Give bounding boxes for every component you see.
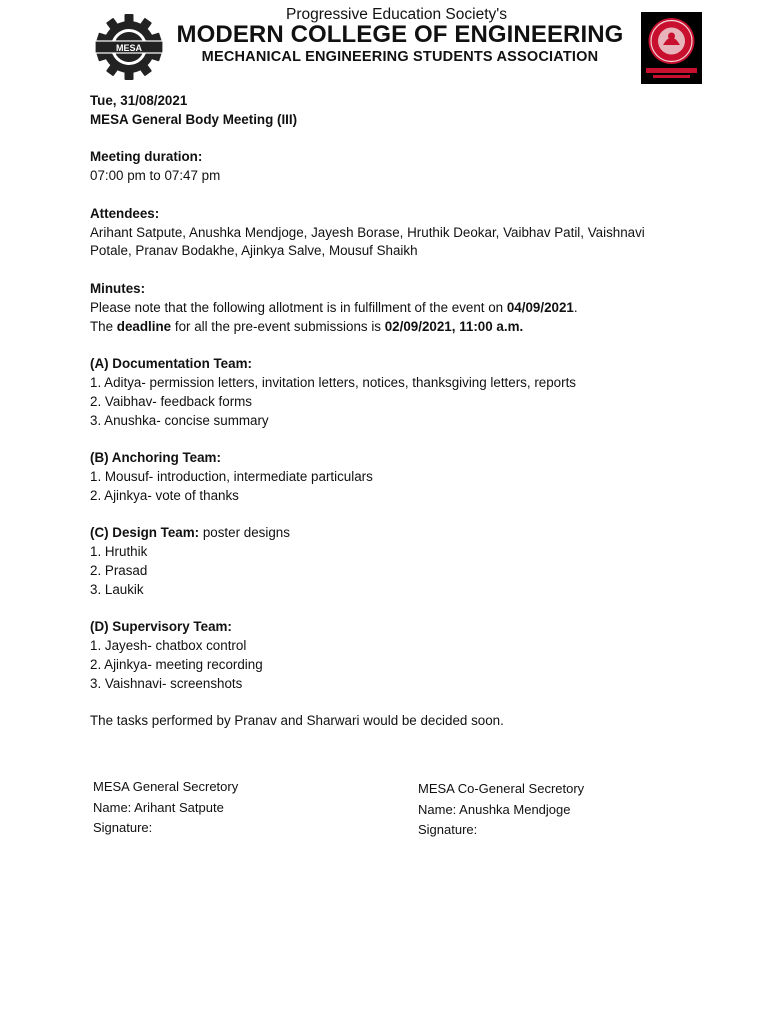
signature-block-co-general-secretary bbox=[418, 779, 584, 841]
signature-name: Name: Anushka Mendjoge bbox=[418, 801, 571, 817]
college-seal-logo bbox=[641, 12, 702, 84]
event-note-text: Please note that the following allotment is in fulfillment of the event on bbox=[90, 299, 507, 315]
list-item: 1. Hruthik bbox=[90, 544, 148, 560]
deadline-value: 02/09/2021, 11:00 a.m. bbox=[384, 318, 524, 334]
signature-line: Signature: bbox=[93, 820, 153, 835]
attendees-line: Arihant Satpute, Anushka Mendjoge, Jayesh Borase, Hruthik Deokar, Vaibhav Patil, Vaishnavi bbox=[90, 224, 645, 240]
duration-value: 07:00 pm to 07:47 pm bbox=[90, 168, 221, 184]
college-name: MODERN COLLEGE OF ENGINEERING bbox=[176, 21, 624, 48]
list-item: 2. Prasad bbox=[90, 562, 148, 578]
list-item: 2. Ajinkya- meeting recording bbox=[90, 656, 263, 672]
list-item: 3. Laukik bbox=[90, 581, 144, 597]
signature-role: MESA General Secretory bbox=[93, 779, 239, 794]
attendees-label: Attendees: bbox=[90, 205, 160, 221]
anchoring-team-label: (B) Anchoring Team: bbox=[90, 450, 221, 466]
meeting-title: MESA General Body Meeting (III) bbox=[90, 111, 298, 127]
list-item: 3. Anushka- concise summary bbox=[90, 412, 269, 428]
signature-name: Name: Arihant Satpute bbox=[93, 799, 224, 815]
deadline-mid: for all the pre-event submissions is bbox=[171, 318, 385, 334]
signature-line: Signature: bbox=[418, 822, 478, 837]
list-item: 1. Aditya- permission letters, invitation letters, notices, thanksgiving letters, reports bbox=[90, 374, 576, 390]
signature-block-general-secretary bbox=[93, 777, 238, 839]
list-item: 2. Ajinkya- vote of thanks bbox=[90, 487, 239, 503]
minutes-document bbox=[90, 92, 690, 731]
minutes-label: Minutes: bbox=[90, 280, 146, 296]
association-name: MECHANICAL ENGINEERING STUDENTS ASSOCIATION bbox=[201, 49, 599, 65]
list-item: 3. Vaishnavi- screenshots bbox=[90, 675, 243, 691]
supervisory-team-label: (D) Supervisory Team: bbox=[90, 619, 232, 635]
deadline-word: deadline bbox=[116, 318, 172, 334]
attendees-line: Potale, Pranav Bodakhe, Ajinkya Salve, Mousuf Shaikh bbox=[90, 243, 418, 259]
event-note bbox=[90, 299, 690, 318]
duration-label: Meeting duration: bbox=[90, 149, 203, 165]
design-team-task: poster designs bbox=[199, 525, 290, 541]
list-item: 1. Jayesh- chatbox control bbox=[90, 638, 247, 654]
list-item: 1. Mousuf- introduction, intermediate particulars bbox=[90, 468, 373, 484]
documentation-team-label: (A) Documentation Team: bbox=[90, 356, 252, 372]
event-date: 04/09/2021 bbox=[506, 299, 574, 315]
society-name: Progressive Education Society's bbox=[286, 6, 507, 23]
deadline-note bbox=[90, 318, 690, 337]
closing-note: The tasks performed by Pranav and Sharwari would be decided soon. bbox=[90, 713, 504, 729]
design-team-heading bbox=[90, 524, 690, 543]
list-item: 2. Vaibhav- feedback forms bbox=[90, 393, 253, 409]
seal-icon bbox=[641, 12, 702, 84]
svg-text:MESA: MESA bbox=[115, 43, 143, 53]
design-team-label: (C) Design Team: bbox=[90, 525, 200, 541]
signature-role: MESA Co-General Secretory bbox=[418, 781, 585, 796]
meeting-date: Tue, 31/08/2021 bbox=[90, 93, 188, 108]
letterhead bbox=[0, 0, 768, 90]
deadline-prefix: The bbox=[90, 318, 117, 334]
event-note-end: . bbox=[573, 299, 578, 315]
